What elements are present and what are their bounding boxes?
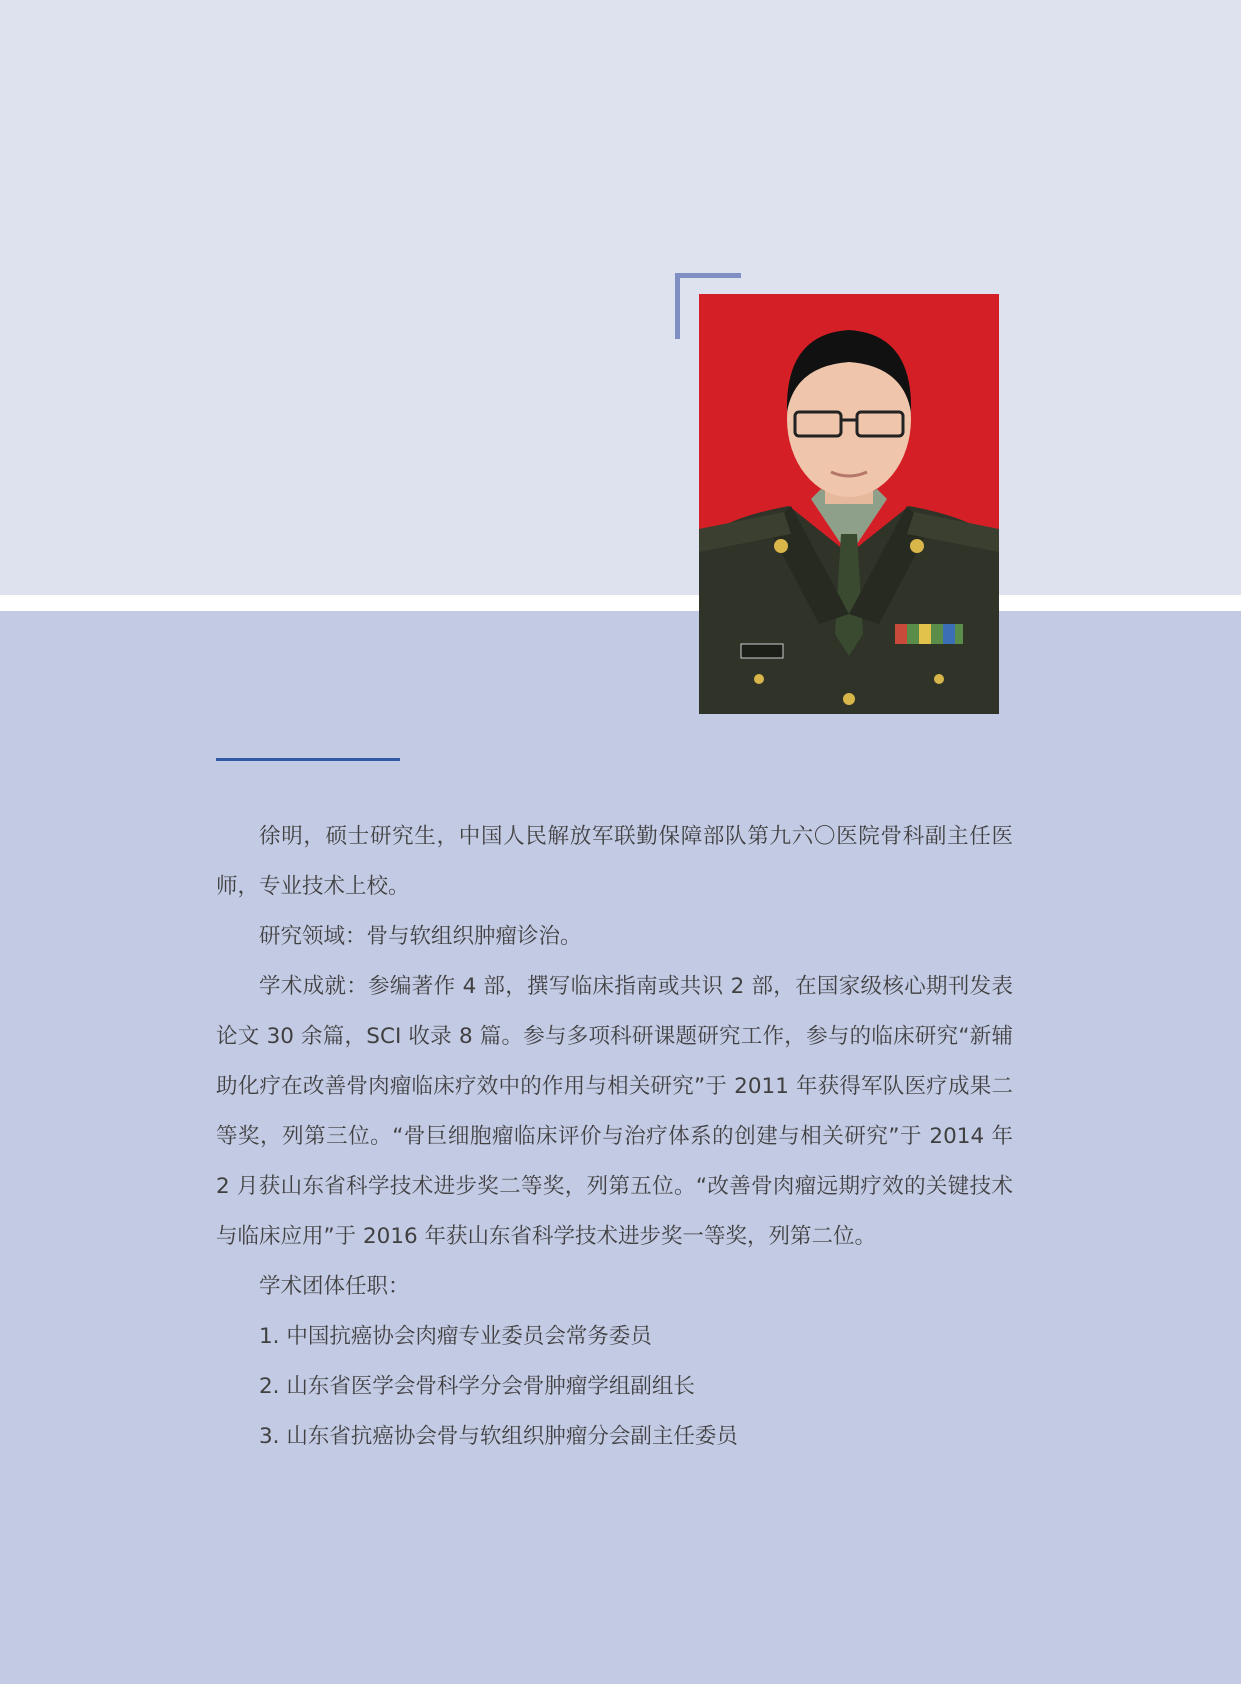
bio-position-item: 1. 中国抗癌协会肉瘤专业委员会常务委员	[259, 1324, 652, 1349]
biography-text	[216, 812, 1013, 1462]
bio-achievements: 学术成就：参编著作 4 部，撰写临床指南或共识 2 部，在国家级核心期刊发表论文 30 余篇，SCI 收录 8 篇。参与多项科研课题研究工作，参与的临床研究“新辅助化疗在改善骨肉瘤临床疗效中的作用与相关研究”于 2011 年获得军队医疗成果二等奖，列第三位。“骨巨细胞瘤临床评价与治疗体系的创建与相关研究”于 2014 年 2 月获山东省科学技术进步奖二等奖，列第五位。“改善骨肉瘤远期疗效的关键技术与临床应用”于 2016 年获山东省科学技术进步奖一等奖，列第二位。	[216, 974, 1013, 1249]
portrait-photo	[699, 294, 999, 714]
bio-research-field: 研究领域：骨与软组织肿瘤诊治。	[259, 924, 582, 949]
divider-stripe	[0, 595, 1241, 611]
person-photo-icon	[699, 294, 999, 714]
bio-intro: 徐明，硕士研究生，中国人民解放军联勤保障部队第九六〇医院骨科副主任医师，专业技术上校。	[216, 824, 1013, 899]
bio-position-item: 2. 山东省医学会骨科学分会骨肿瘤学组副组长	[259, 1374, 695, 1399]
bio-positions-heading: 学术团体任职：	[259, 1274, 410, 1299]
top-background-band	[0, 0, 1241, 595]
bio-position-item: 3. 山东省抗癌协会骨与软组织肿瘤分会副主任委员	[259, 1424, 738, 1449]
section-accent-line	[216, 758, 400, 761]
